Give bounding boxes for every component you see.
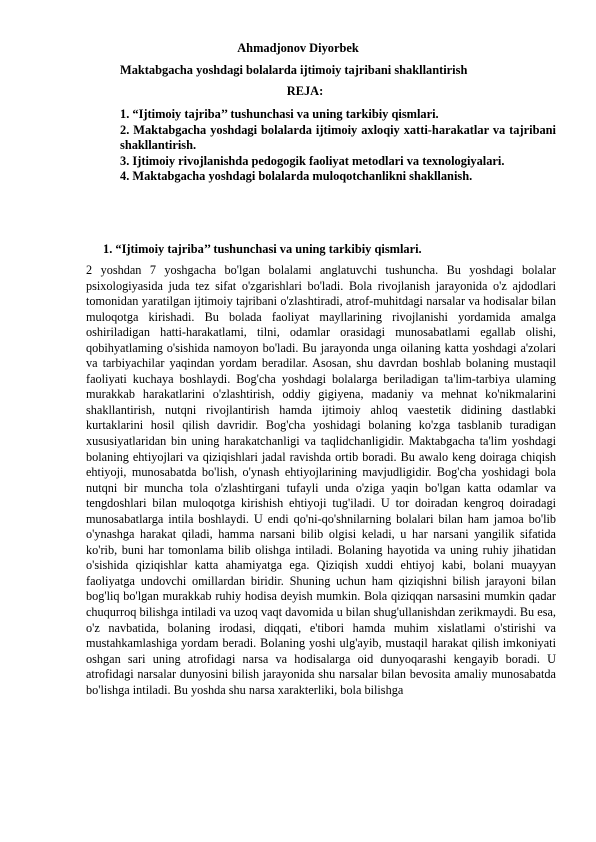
plan-heading: REJA: (286, 84, 324, 98)
plan-item: 3. Ijtimoiy rivojlanishda pedogogik faoliyat metodlari va texnologiyalari. (120, 153, 505, 168)
author-name: Ahmadjonov Diyorbek (237, 41, 359, 55)
document-title: Maktabgacha yoshdagi bolalarda ijtimoiy tajribani shakllantirish (120, 63, 468, 77)
section-heading: 1. “Ijtimoiy tajriba’’ tushunchasi va uning tarkibiy qismlari. (103, 242, 422, 256)
body-text (86, 263, 556, 698)
body-paragraph: 2 yoshdan 7 yoshgacha bo'lgan bolalami anglatuvchi tushuncha. Bu yoshdagi bolalar psixologiyasida juda tez sifat o'zgarishlari bo'ladi. Bola rivojlanish jarayonida o'z ajdodlari tomonidan yaratilgan ijtimoiy tajribani o'zlashtiradi, atrof-muhitdagi narsalar va hodisalar bilan muloqotga kirishadi. Bu bolada faoliyat mayllarining rivojlanishi yordamida amalga oshiriladigan hatti-harakatlami, tilni, odamlar orasidagi munosabatlami egallab olishi, qobihyatlaming o'sishida namoyon bo'ladi. Bu jarayonda unga oilaning katta yoshdagi a'zolari va tarbiyachilar yaqindan yordam beradilar. Asosan, shu davrdan boshlab bolaning mustaqil faoliyati kuchaya boshlaydi. Bog'cha yoshdagi bolalarga beriladigan ta'lim-tarbiya ulaming murakkab harakatlarini o'zlashtirish, oddiy gigiyena, madaniy va mehnat ko'nikmalarini shakllantirish, nutqni rivojlantirish hamda ijtimoiy ahloq vaestetik didining dastlabki kurtaklarini hosil qilish davridir. Bog'cha yoshidagi bolaning ko'zga tasblanib turadigan xususiyatlaridan bin uning harakatchanligi va taqlidchanligidir. Maktabgacha ta'lim yoshdagi bolaning ehtiyojlari va qiziqishlari jadal ravishda ortib boradi. Bu awalo keng doiraga chiqish ehtiyoji, munosabatda bo'lish, o'ynash ehtiyojlarining mavjudligidir. Bog'cha yoshidagi bola nutqni bir muncha tola o'zlashtirgani tufayli unda o'ziga yaqin bo'lgan katta odamlar va tengdoshlari bilan muloqotga kirishish ehtiyoji tug'iladi. U tor doiradan kengroq doiradagi munosabatlarga intila boshlaydi. U endi qo'ni-qo'shnilarning bolalari bilan ham jamoa bo'lib o'ynashga harakat qiladi, hamma narsani bilib olgisi keladi, u har narsani yangilik sifatida ko'rib, buni har tomonlama bilib olishga intiladi. Bolaning hayotida va uning ruhiy jihatidan o'sishida qiziqishlar katta ahamiyatga ega. Qiziqish xuddi ehtiyoj kabi, bolani muayyan faoliyatga undovchi omillardan biridir. Shuning uchun ham qiziqishni bilish jarayoni bilan bog'liq bo'lgan murakkab ruhiy hodisa deyish mumkin. Bola qiziqqan narsasini mumkin qadar chuqurroq bilishga intiladi va uzoq vaqt davomida u bilan shug'ullanishdan zerikmaydi. Bu esa, o'z navbatida, bolaning irodasi, diqqati, e'tibori hamda muhim xislatlami o'stirishi va mustahkamlashiga yordam beradi. Bolaning yoshi ulg'ayib, mustaqil harakat qilish imkoniyati oshgan sari uning atrofidagi narsa va hodisalarga oid dunyoqarashi kengayib boradi. U atrofidagi narsalar dunyosini bilish jarayonida shu narsalar bilan bevosita amaliy munosabatda bo'lishga intiladi. Bu yoshda shu narsa xarakterliki, bola bilishga (86, 263, 556, 697)
plan-list (120, 107, 556, 185)
plan-item: 2. Maktabgacha yoshdagi bolalarda ijtimoiy axloqiy xatti-harakatlar va tajribani shakllantirish. (120, 122, 556, 153)
plan-item: 4. Maktabgacha yoshdagi bolalarda muloqotchanlikni shakllanish. (120, 169, 473, 184)
plan-item: 1. “Ijtimoiy tajriba’’ tushunchasi va uning tarkibiy qismlari. (120, 107, 439, 121)
